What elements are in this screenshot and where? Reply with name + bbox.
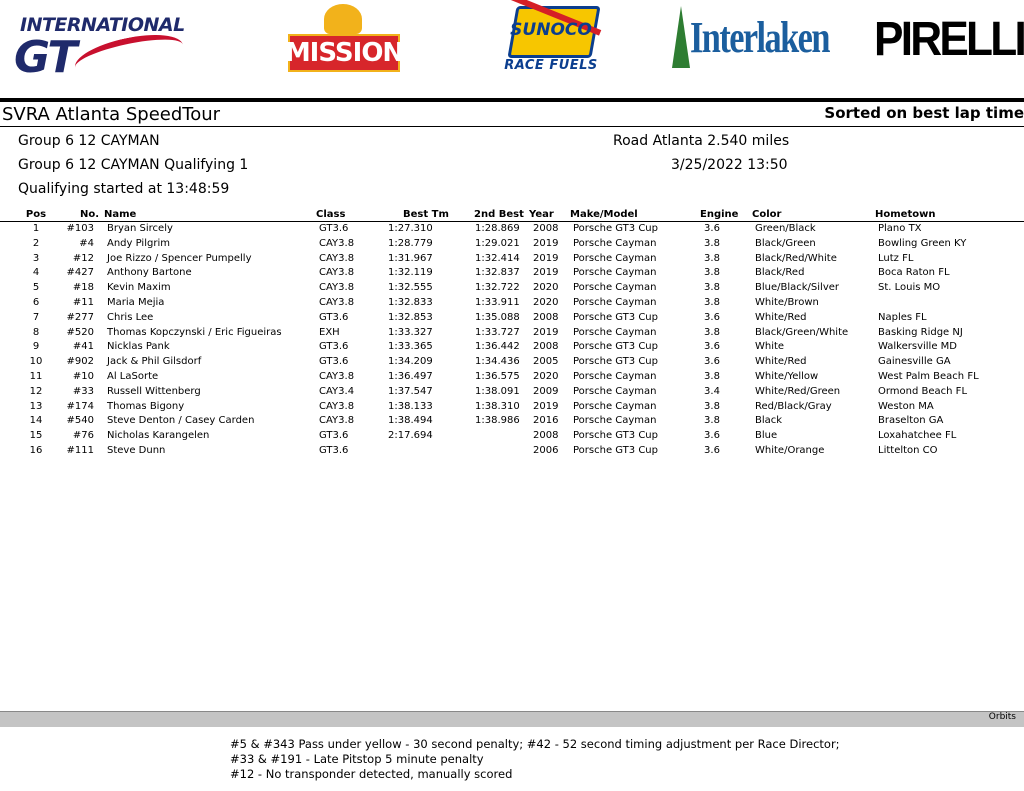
cell-engine: 3.6 bbox=[704, 430, 720, 442]
cell-engine: 3.6 bbox=[704, 444, 720, 456]
cell-second-best: 1:36.575 bbox=[475, 370, 520, 382]
cell-car-number: #520 bbox=[66, 326, 94, 338]
cell-year: 2016 bbox=[533, 415, 559, 427]
table-header-divider bbox=[0, 221, 1024, 222]
table-row bbox=[0, 266, 1024, 281]
cell-driver-name: Jack & Phil Gilsdorf bbox=[107, 356, 202, 368]
cell-color: Blue bbox=[755, 430, 778, 442]
cell-pos: 12 bbox=[29, 385, 43, 397]
cell-engine: 3.8 bbox=[704, 282, 720, 294]
cell-best-time: 1:32.833 bbox=[388, 296, 433, 308]
cell-driver-name: Steve Denton / Casey Carden bbox=[107, 415, 255, 427]
cell-best-time: 1:32.119 bbox=[388, 267, 433, 279]
cell-engine: 3.6 bbox=[704, 311, 720, 323]
cell-engine: 3.8 bbox=[704, 237, 720, 249]
interlaken-logo bbox=[670, 4, 830, 74]
col-header-pos: Pos bbox=[25, 209, 47, 220]
cell-car-number: #18 bbox=[72, 282, 94, 294]
cell-make-model: Porsche Cayman bbox=[573, 237, 657, 249]
cell-make-model: Porsche Cayman bbox=[573, 370, 657, 382]
cell-car-number: #540 bbox=[66, 415, 94, 427]
cell-make-model: Porsche GT3 Cup bbox=[573, 341, 658, 353]
cell-driver-name: Al LaSorte bbox=[107, 370, 159, 382]
table-row bbox=[0, 400, 1024, 415]
cell-hometown: St. Louis MO bbox=[878, 282, 941, 294]
cell-engine: 3.6 bbox=[704, 356, 720, 368]
cell-class: CAY3.8 bbox=[319, 237, 355, 249]
cell-year: 2008 bbox=[533, 341, 559, 353]
cell-engine: 3.8 bbox=[704, 415, 720, 427]
cell-engine: 3.6 bbox=[704, 223, 720, 234]
cell-driver-name: Maria Mejia bbox=[107, 296, 165, 308]
table-row bbox=[0, 444, 1024, 459]
cell-color: White bbox=[755, 341, 785, 353]
cell-second-best: 1:32.837 bbox=[475, 267, 520, 279]
cell-best-time: 1:32.853 bbox=[388, 311, 433, 323]
tree-icon bbox=[672, 6, 690, 68]
cell-engine: 3.8 bbox=[704, 252, 720, 264]
cell-pos: 8 bbox=[32, 326, 40, 338]
cell-color: White/Brown bbox=[755, 296, 819, 308]
cell-make-model: Porsche Cayman bbox=[573, 282, 657, 294]
cell-make-model: Porsche GT3 Cup bbox=[573, 430, 658, 442]
cell-color: Green/Black bbox=[755, 223, 816, 234]
cell-color: Black/Green bbox=[755, 237, 816, 249]
cell-pos: 2 bbox=[32, 237, 40, 249]
cell-year: 2020 bbox=[533, 370, 559, 382]
session-start-label: Qualifying started at 13:48:59 bbox=[18, 181, 230, 197]
cell-make-model: Porsche Cayman bbox=[573, 415, 657, 427]
cell-year: 2009 bbox=[533, 385, 559, 397]
penalty-note: #33 & #191 - Late Pitstop 5 minute penalty bbox=[230, 752, 484, 766]
table-body bbox=[0, 222, 1024, 459]
cell-pos: 16 bbox=[29, 444, 43, 456]
cell-driver-name: Thomas Bigony bbox=[107, 400, 185, 412]
cell-class: CAY3.4 bbox=[319, 385, 355, 397]
table-row bbox=[0, 326, 1024, 341]
col-header-make: Make/Model bbox=[570, 209, 638, 220]
sunoco-logo bbox=[490, 4, 612, 74]
cell-driver-name: Kevin Maxim bbox=[107, 282, 171, 294]
cell-color: Black/Red bbox=[755, 267, 805, 279]
cell-engine: 3.8 bbox=[704, 296, 720, 308]
sunoco-logo-text: SUNOCO bbox=[510, 20, 592, 40]
cell-make-model: Porsche Cayman bbox=[573, 385, 657, 397]
cell-hometown: Ormond Beach FL bbox=[878, 385, 968, 397]
cell-pos: 9 bbox=[32, 341, 40, 353]
cell-pos: 6 bbox=[32, 296, 40, 308]
cell-driver-name: Nicklas Pank bbox=[107, 341, 170, 353]
cell-pos: 4 bbox=[32, 267, 40, 279]
cell-year: 2008 bbox=[533, 311, 559, 323]
cell-make-model: Porsche Cayman bbox=[573, 326, 657, 338]
penalty-note: #12 - No transponder detected, manually scored bbox=[230, 767, 513, 781]
cell-class: CAY3.8 bbox=[319, 296, 355, 308]
igt-logo-line1: INTERNATIONAL bbox=[20, 14, 185, 36]
table-row bbox=[0, 355, 1024, 370]
cell-engine: 3.6 bbox=[704, 341, 720, 353]
cell-color: White/Orange bbox=[755, 444, 825, 456]
cell-second-best: 1:34.436 bbox=[475, 356, 520, 368]
cell-class: EXH bbox=[319, 326, 340, 338]
cell-year: 2019 bbox=[533, 267, 559, 279]
col-header-best: Best Tm bbox=[403, 209, 449, 220]
orbits-label: Orbits bbox=[988, 712, 1016, 722]
cell-hometown: Boca Raton FL bbox=[878, 267, 950, 279]
event-title: SVRA Atlanta SpeedTour bbox=[2, 104, 221, 125]
cell-car-number: #76 bbox=[72, 430, 94, 442]
pirelli-logo bbox=[874, 10, 1024, 72]
international-gt-logo bbox=[14, 10, 194, 83]
col-header-2nd-best: 2nd Best bbox=[474, 209, 524, 220]
cell-second-best: 1:35.088 bbox=[475, 311, 520, 323]
mission-logo-text: MISSION bbox=[288, 34, 400, 72]
cell-car-number: #103 bbox=[66, 223, 94, 234]
cell-second-best: 1:33.911 bbox=[475, 296, 520, 308]
cell-car-number: #4 bbox=[79, 237, 94, 249]
footer-bar bbox=[0, 711, 1024, 727]
cell-car-number: #174 bbox=[66, 400, 94, 412]
table-row bbox=[0, 237, 1024, 252]
cell-best-time: 1:36.497 bbox=[388, 370, 433, 382]
cell-make-model: Porsche GT3 Cup bbox=[573, 311, 658, 323]
col-header-name: Name bbox=[104, 209, 137, 220]
table-row bbox=[0, 296, 1024, 311]
cell-best-time: 1:33.365 bbox=[388, 341, 433, 353]
cell-driver-name: Andy Pilgrim bbox=[107, 237, 170, 249]
cell-engine: 3.8 bbox=[704, 326, 720, 338]
cell-driver-name: Anthony Bartone bbox=[107, 267, 192, 279]
cell-driver-name: Nicholas Karangelen bbox=[107, 430, 210, 442]
penalty-notes bbox=[230, 737, 840, 782]
cell-second-best: 1:38.091 bbox=[475, 385, 520, 397]
cell-car-number: #10 bbox=[72, 370, 94, 382]
cell-color: Red/Black/Gray bbox=[755, 400, 832, 412]
cell-car-number: #277 bbox=[66, 311, 94, 323]
table-row bbox=[0, 222, 1024, 237]
cell-driver-name: Chris Lee bbox=[107, 311, 154, 323]
cell-second-best: 1:28.869 bbox=[475, 223, 520, 234]
cell-second-best: 1:38.986 bbox=[475, 415, 520, 427]
cell-year: 2020 bbox=[533, 282, 559, 294]
cell-pos: 1 bbox=[32, 223, 40, 234]
cell-best-time: 1:27.310 bbox=[388, 223, 433, 234]
cell-color: White/Red bbox=[755, 311, 807, 323]
penalty-note: #5 & #343 Pass under yellow - 30 second penalty; #42 - 52 second timing adjustment per Race Director; bbox=[230, 737, 840, 751]
table-row bbox=[0, 370, 1024, 385]
cell-second-best: 1:38.310 bbox=[475, 400, 520, 412]
cell-pos: 13 bbox=[29, 400, 43, 412]
cell-car-number: #427 bbox=[66, 267, 94, 279]
cell-driver-name: Bryan Sircely bbox=[107, 223, 173, 234]
cell-hometown: Bowling Green KY bbox=[878, 237, 967, 249]
cell-pos: 15 bbox=[29, 430, 43, 442]
table-row bbox=[0, 311, 1024, 326]
cell-year: 2008 bbox=[533, 223, 559, 234]
cell-driver-name: Russell Wittenberg bbox=[107, 385, 201, 397]
cell-car-number: #33 bbox=[72, 385, 94, 397]
cell-class: GT3.6 bbox=[319, 444, 349, 456]
cell-hometown: Walkersville MD bbox=[878, 341, 957, 353]
cell-pos: 5 bbox=[32, 282, 40, 294]
cell-make-model: Porsche Cayman bbox=[573, 400, 657, 412]
cell-engine: 3.8 bbox=[704, 400, 720, 412]
session-label: Group 6 12 CAYMAN Qualifying 1 bbox=[18, 157, 249, 173]
header-divider bbox=[0, 98, 1024, 102]
cell-make-model: Porsche GT3 Cup bbox=[573, 444, 658, 456]
cell-class: GT3.6 bbox=[319, 356, 349, 368]
cell-class: GT3.6 bbox=[319, 311, 349, 323]
cell-car-number: #41 bbox=[72, 341, 94, 353]
cell-year: 2019 bbox=[533, 326, 559, 338]
cell-car-number: #11 bbox=[72, 296, 94, 308]
cell-hometown: Lutz FL bbox=[878, 252, 914, 264]
cell-make-model: Porsche Cayman bbox=[573, 267, 657, 279]
cell-class: CAY3.8 bbox=[319, 370, 355, 382]
cell-second-best: 1:33.727 bbox=[475, 326, 520, 338]
cell-color: White/Red/Green bbox=[755, 385, 841, 397]
cell-year: 2008 bbox=[533, 430, 559, 442]
cell-class: CAY3.8 bbox=[319, 415, 355, 427]
col-header-class: Class bbox=[316, 209, 346, 220]
cell-class: GT3.6 bbox=[319, 430, 349, 442]
cell-best-time: 2:17.694 bbox=[388, 430, 433, 442]
cell-pos: 11 bbox=[29, 370, 43, 382]
cell-driver-name: Thomas Kopczynski / Eric Figueiras bbox=[107, 326, 282, 338]
cell-color: Blue/Black/Silver bbox=[755, 282, 840, 294]
cell-year: 2019 bbox=[533, 237, 559, 249]
cell-second-best: 1:32.414 bbox=[475, 252, 520, 264]
table-row bbox=[0, 252, 1024, 267]
cell-year: 2019 bbox=[533, 252, 559, 264]
col-header-color: Color bbox=[752, 209, 782, 220]
table-row bbox=[0, 429, 1024, 444]
cell-year: 2020 bbox=[533, 296, 559, 308]
cell-color: Black/Red/White bbox=[755, 252, 837, 264]
col-header-year: Year bbox=[529, 209, 554, 220]
cell-make-model: Porsche GT3 Cup bbox=[573, 223, 658, 234]
cell-car-number: #902 bbox=[66, 356, 94, 368]
mission-logo bbox=[284, 4, 404, 74]
cell-car-number: #12 bbox=[72, 252, 94, 264]
col-header-hometown: Hometown bbox=[875, 209, 936, 220]
cell-engine: 3.8 bbox=[704, 267, 720, 279]
cell-driver-name: Steve Dunn bbox=[107, 444, 166, 456]
cell-class: CAY3.8 bbox=[319, 267, 355, 279]
cell-driver-name: Joe Rizzo / Spencer Pumpelly bbox=[107, 252, 252, 264]
cell-pos: 14 bbox=[29, 415, 43, 427]
cell-color: White/Yellow bbox=[755, 370, 819, 382]
cell-engine: 3.4 bbox=[704, 385, 720, 397]
cell-year: 2005 bbox=[533, 356, 559, 368]
cell-class: GT3.6 bbox=[319, 341, 349, 353]
cell-class: CAY3.8 bbox=[319, 400, 355, 412]
title-divider bbox=[0, 126, 1024, 127]
cell-best-time: 1:38.494 bbox=[388, 415, 433, 427]
cell-second-best: 1:36.442 bbox=[475, 341, 520, 353]
track-label: Road Atlanta 2.540 miles bbox=[613, 133, 790, 149]
table-header-row bbox=[0, 208, 1024, 222]
igt-logo-line2: GT bbox=[14, 32, 76, 83]
cell-second-best: 1:29.021 bbox=[475, 237, 520, 249]
cell-year: 2006 bbox=[533, 444, 559, 456]
pirelli-logo-text: PIRELLI bbox=[874, 13, 1024, 66]
table-row bbox=[0, 414, 1024, 429]
cell-best-time: 1:34.209 bbox=[388, 356, 433, 368]
cell-color: Black bbox=[755, 415, 783, 427]
cell-hometown: Braselton GA bbox=[878, 415, 944, 427]
cell-hometown: Gainesville GA bbox=[878, 356, 951, 368]
cell-year: 2019 bbox=[533, 400, 559, 412]
cell-hometown: Naples FL bbox=[878, 311, 927, 323]
cell-class: GT3.6 bbox=[319, 223, 349, 234]
cell-color: Black/Green/White bbox=[755, 326, 849, 338]
sunoco-logo-subtext: RACE FUELS bbox=[504, 58, 598, 73]
sponsor-logo-bar bbox=[0, 0, 1024, 96]
cell-best-time: 1:38.133 bbox=[388, 400, 433, 412]
bell-icon bbox=[324, 4, 362, 34]
cell-best-time: 1:33.327 bbox=[388, 326, 433, 338]
cell-hometown: Weston MA bbox=[878, 400, 934, 412]
table-row bbox=[0, 385, 1024, 400]
cell-best-time: 1:32.555 bbox=[388, 282, 433, 294]
cell-make-model: Porsche Cayman bbox=[573, 296, 657, 308]
col-header-no: No. bbox=[80, 209, 100, 220]
cell-pos: 7 bbox=[32, 311, 40, 323]
cell-class: CAY3.8 bbox=[319, 282, 355, 294]
cell-pos: 3 bbox=[32, 252, 40, 264]
sort-note: Sorted on best lap time bbox=[824, 104, 1024, 122]
cell-hometown: West Palm Beach FL bbox=[878, 370, 979, 382]
cell-best-time: 1:28.779 bbox=[388, 237, 433, 249]
session-datetime: 3/25/2022 13:50 bbox=[671, 157, 788, 173]
table-row bbox=[0, 340, 1024, 355]
cell-make-model: Porsche GT3 Cup bbox=[573, 356, 658, 368]
cell-pos: 10 bbox=[29, 356, 43, 368]
cell-hometown: Basking Ridge NJ bbox=[878, 326, 963, 338]
cell-engine: 3.8 bbox=[704, 370, 720, 382]
cell-best-time: 1:31.967 bbox=[388, 252, 433, 264]
cell-make-model: Porsche Cayman bbox=[573, 252, 657, 264]
col-header-engine: Engine bbox=[700, 209, 739, 220]
cell-color: White/Red bbox=[755, 356, 807, 368]
cell-car-number: #111 bbox=[66, 444, 94, 456]
group-label: Group 6 12 CAYMAN bbox=[18, 133, 160, 149]
interlaken-logo-text: Interlaken bbox=[690, 13, 829, 62]
cell-hometown: Loxahatchee FL bbox=[878, 430, 957, 442]
cell-hometown: Plano TX bbox=[878, 223, 922, 234]
results-table bbox=[0, 208, 1024, 459]
cell-best-time: 1:37.547 bbox=[388, 385, 433, 397]
table-row bbox=[0, 281, 1024, 296]
cell-second-best: 1:32.722 bbox=[475, 282, 520, 294]
cell-class: CAY3.8 bbox=[319, 252, 355, 264]
cell-hometown: Littelton CO bbox=[878, 444, 938, 456]
